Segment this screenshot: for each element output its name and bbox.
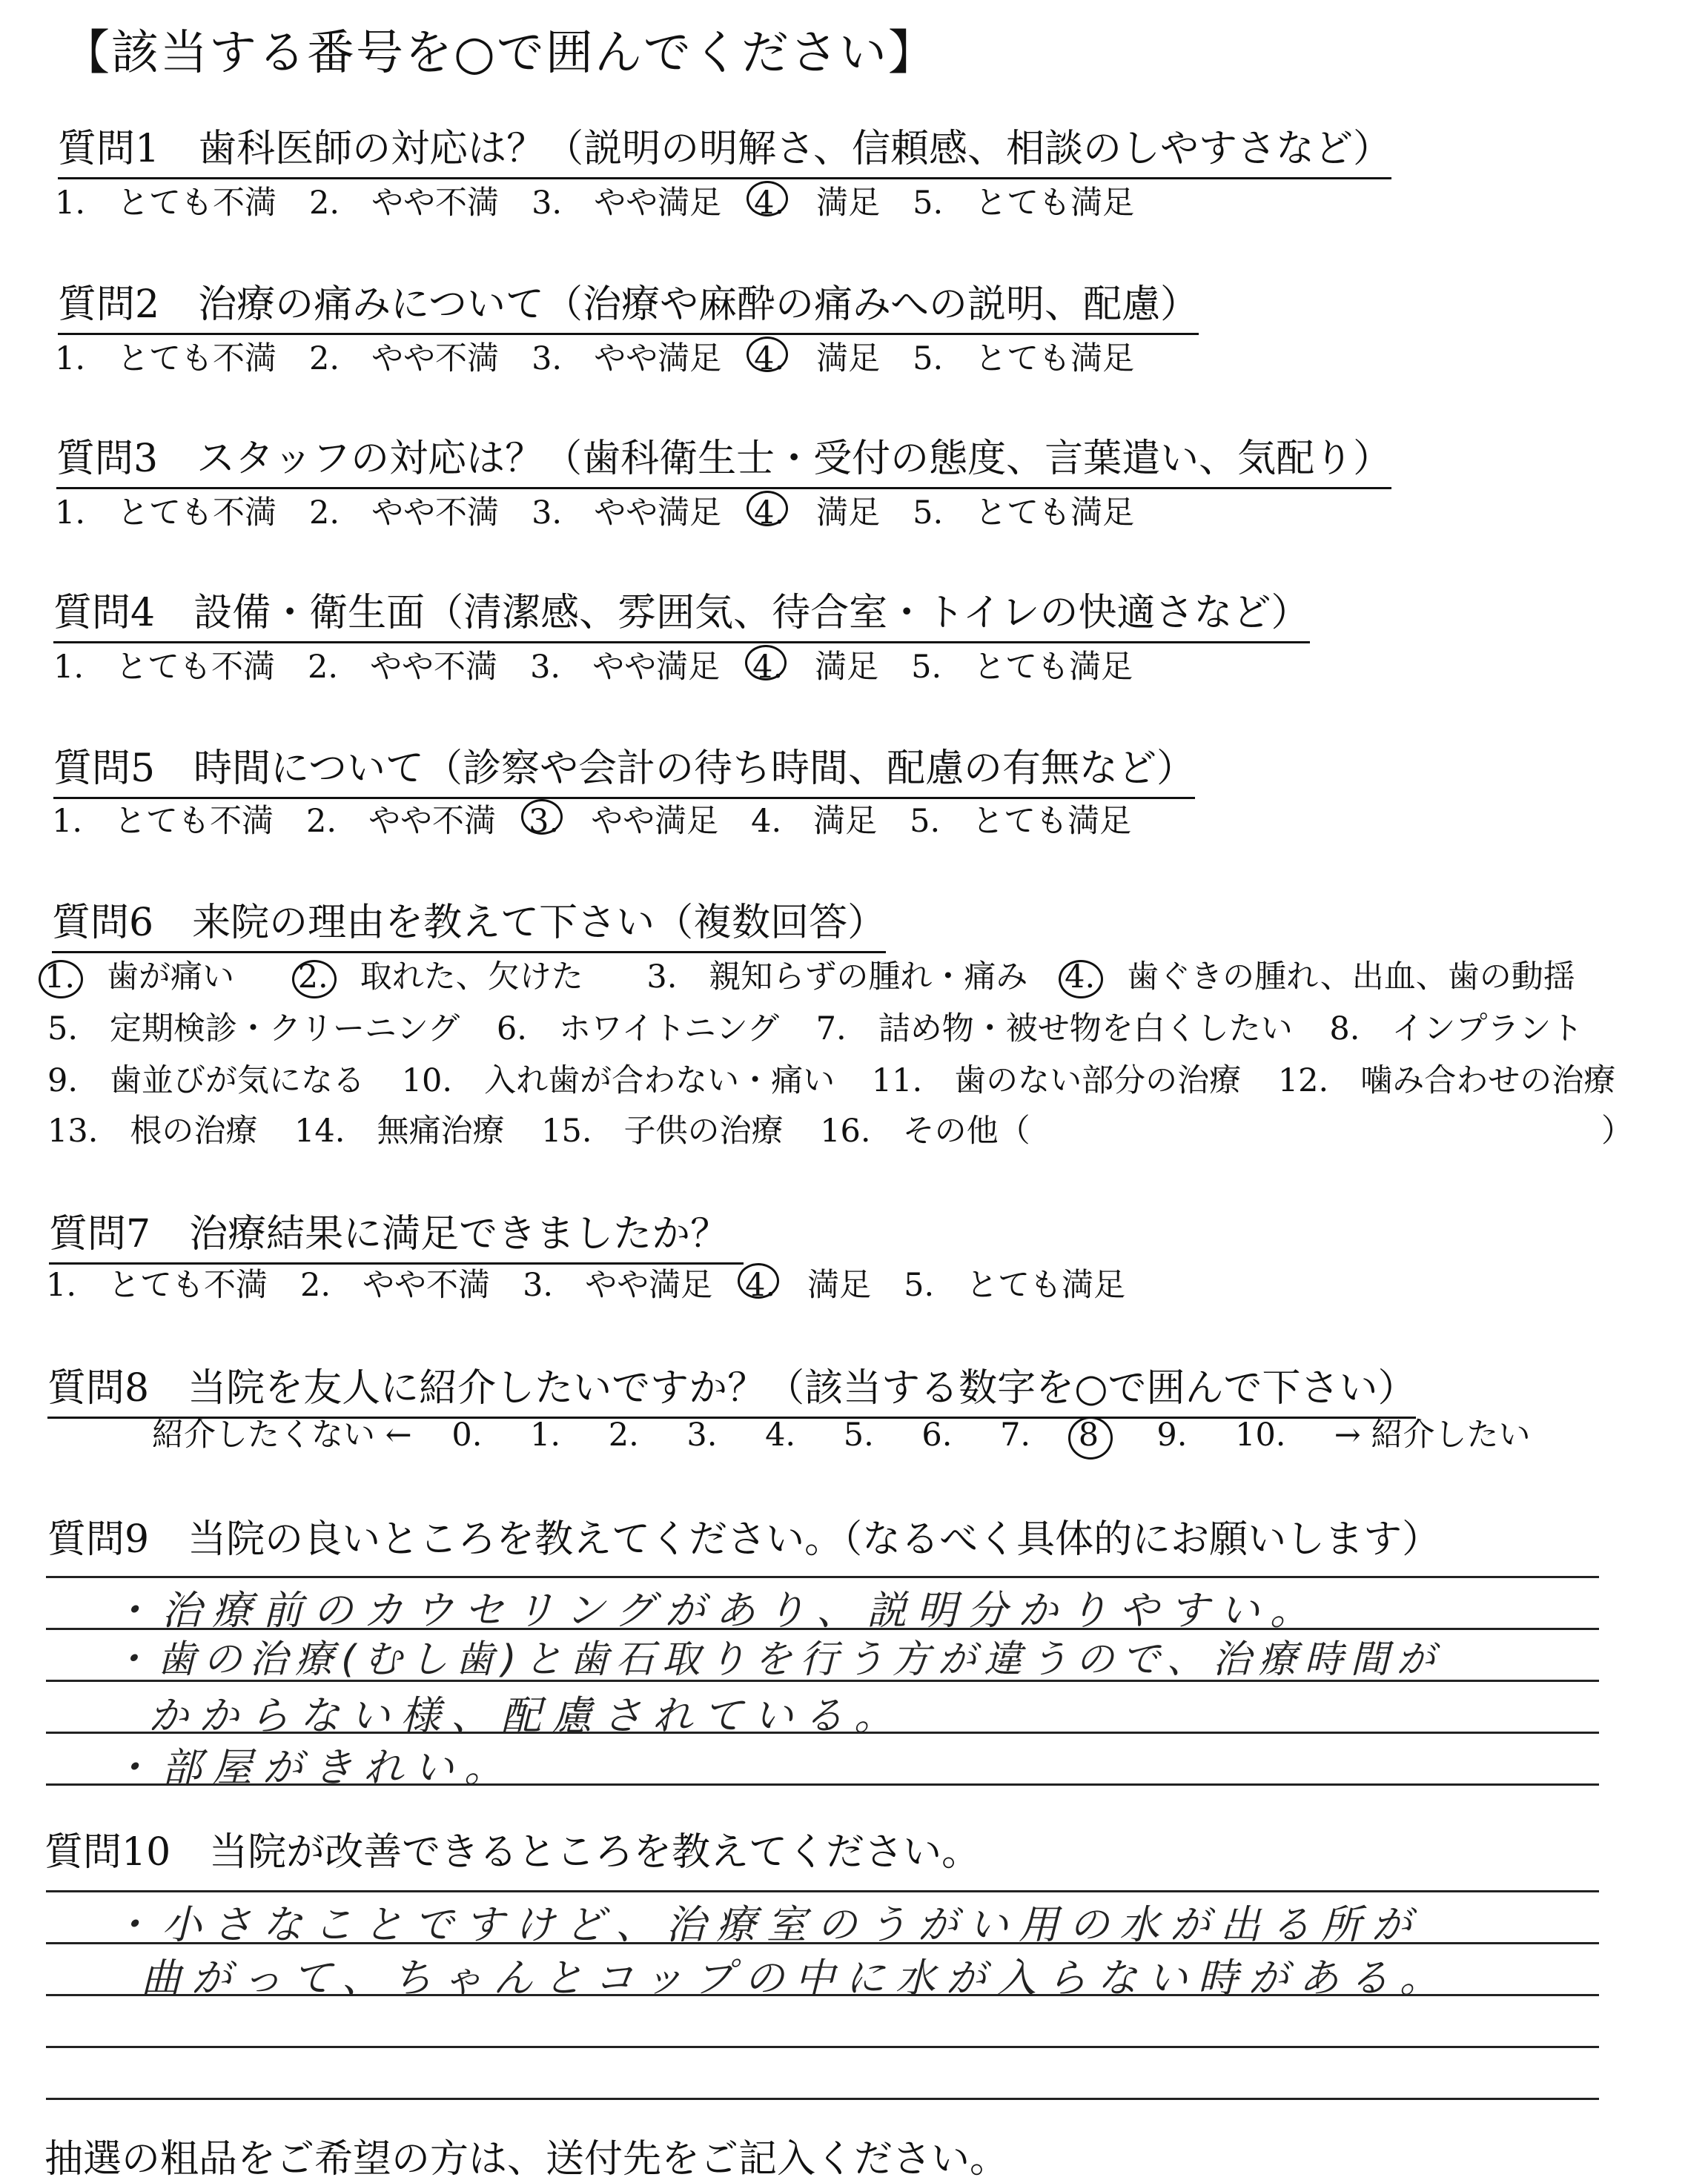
question-4-options — [53, 642, 1165, 687]
q6-other-close-paren: ） — [1601, 1113, 1633, 1150]
question-5 — [53, 737, 1195, 799]
q3-option-3[interactable]: 3. やや満足 — [532, 494, 722, 531]
selection-circle — [1059, 960, 1103, 998]
q1-option-5[interactable]: 5. とても満足 — [913, 185, 1135, 222]
question-3-label: 質問3 スタッフの対応は？（歯科衛生士・受付の態度、言葉遣い、気配り） — [56, 427, 1391, 489]
question-2-label: 質問2 治療の痛みについて（治療や麻酔の痛みへの説明、配慮） — [58, 273, 1199, 335]
question-3 — [56, 427, 1391, 489]
q4-option-5[interactable]: 5. とても満足 — [911, 649, 1133, 686]
question-4 — [53, 581, 1310, 643]
selection-circle — [745, 645, 787, 680]
question-1-options — [55, 178, 1167, 223]
scale-6[interactable]: 6. — [921, 1417, 953, 1454]
scale-7[interactable]: 7. — [1000, 1417, 1031, 1454]
q7-option-2[interactable]: 2. やや不満 — [300, 1267, 491, 1304]
q7-option-5[interactable]: 5. とても満足 — [904, 1267, 1126, 1304]
q6-option-3[interactable]: 3. 親知らずの腫れ・痛み — [646, 958, 1028, 996]
q1-option-3[interactable]: 3. やや満足 — [532, 185, 722, 222]
question-10-label: 質問10 当院が改善できるところを教えてください。 — [44, 1830, 981, 1875]
q2-option-5[interactable]: 5. とても満足 — [913, 340, 1135, 377]
q2-option-4[interactable]: 4. 満足 — [754, 334, 880, 379]
question-2 — [58, 273, 1199, 335]
scale-1[interactable]: 1. — [530, 1417, 561, 1454]
q5-option-5[interactable]: 5. とても満足 — [910, 803, 1132, 840]
q6-option-7[interactable]: 7. 詰め物・被せ物を白くしたい — [815, 1010, 1293, 1047]
q9-answer-line-1[interactable]: ・治療前のカウセリングがあり、説明分かりやすい。 — [111, 1587, 1320, 1634]
q8-scale — [152, 1410, 1530, 1455]
selection-circle — [747, 337, 788, 372]
question-7-label: 質問7 治療結果に満足できましたか？ — [49, 1202, 744, 1265]
scale-5[interactable]: 5. — [843, 1417, 874, 1454]
q3-option-5[interactable]: 5. とても満足 — [913, 494, 1135, 531]
q5-option-4[interactable]: 4. 満足 — [751, 803, 878, 840]
selection-circle — [747, 181, 788, 216]
q6-row-3 — [47, 1056, 1642, 1101]
q6-option-1[interactable]: 1. 歯が痛い — [44, 958, 261, 996]
q6-row-1 — [44, 952, 1629, 997]
scale-3[interactable]: 3. — [686, 1417, 718, 1454]
q6-option-13[interactable]: 13. 根の治療 — [47, 1113, 258, 1150]
q6-option-2[interactable]: 2. 取れた、欠けた — [298, 958, 610, 996]
question-5-options — [52, 796, 1164, 841]
selection-circle — [738, 1263, 779, 1299]
q7-option-4[interactable]: 4. 満足 — [745, 1260, 871, 1305]
question-4-label: 質問4 設備・衛生面（清潔感、雰囲気、待合室・トイレの快適さなど） — [53, 581, 1310, 643]
q6-option-4[interactable]: 4. 歯ぐきの腫れ、出血、歯の動揺 — [1065, 958, 1602, 996]
q6-option-11[interactable]: 11. 歯のない部分の治療 — [871, 1062, 1242, 1099]
q3-option-2[interactable]: 2. やや不満 — [309, 494, 500, 531]
q9-answer-line-2[interactable]: ・歯の治療(むし歯)と歯石取りを行う方が違うので、治療時間が — [111, 1637, 1443, 1682]
q1-option-4[interactable]: 4. 満足 — [754, 178, 880, 223]
q7-option-1[interactable]: 1. とても不満 — [46, 1267, 268, 1304]
q2-option-1[interactable]: 1. とても不満 — [55, 340, 277, 377]
q3-option-4[interactable]: 4. 満足 — [754, 488, 880, 533]
scale-8-selected[interactable]: 8 — [1079, 1417, 1147, 1454]
q3-option-1[interactable]: 1. とても不満 — [55, 494, 277, 531]
selection-circle — [39, 960, 83, 998]
q6-option-5[interactable]: 5. 定期検診・クリーニング — [47, 1010, 460, 1047]
q5-option-2[interactable]: 2. やや不満 — [306, 803, 497, 840]
question-8-label: 質問8 当院を友人に紹介したいですか？（該当する数字を○で囲んで下さい） — [47, 1356, 1416, 1419]
question-1 — [58, 117, 1391, 179]
selection-circle — [1068, 1417, 1113, 1460]
scale-4[interactable]: 4. — [765, 1417, 796, 1454]
question-3-options — [55, 488, 1167, 533]
answer-line — [46, 2046, 1599, 2048]
q6-option-6[interactable]: 6. ホワイトニング — [496, 1010, 779, 1047]
selection-circle — [521, 799, 563, 835]
q2-option-2[interactable]: 2. やや不満 — [309, 340, 500, 377]
q2-option-3[interactable]: 3. やや満足 — [532, 340, 722, 377]
q6-option-9[interactable]: 9. 歯並びが気になる — [47, 1062, 365, 1099]
q6-option-16[interactable]: 16. その他（ — [820, 1113, 1030, 1150]
page-title: 【該当する番号を○で囲んでください】 — [62, 26, 937, 81]
q10-answer-line-2[interactable]: 曲がって、ちゃんとコップの中に水が入らない時がある。 — [141, 1955, 1450, 2001]
q6-option-15[interactable]: 15. 子供の治療 — [541, 1113, 784, 1150]
scale-0[interactable]: 0. — [451, 1417, 483, 1454]
q4-option-4[interactable]: 4. 満足 — [752, 642, 878, 687]
q4-option-1[interactable]: 1. とても不満 — [53, 649, 276, 686]
q6-row-4 — [47, 1106, 1057, 1151]
scale-2[interactable]: 2. — [608, 1417, 639, 1454]
q7-option-3[interactable]: 3. やや満足 — [523, 1267, 713, 1304]
scale-9[interactable]: 9. — [1156, 1417, 1188, 1454]
question-2-options — [55, 334, 1167, 379]
q9-answer-line-4[interactable]: ・部屋がきれい。 — [111, 1744, 514, 1791]
q1-option-1[interactable]: 1. とても不満 — [55, 185, 277, 222]
question-7 — [49, 1202, 744, 1265]
q6-row-2 — [47, 1004, 1609, 1049]
q4-option-3[interactable]: 3. やや満足 — [530, 649, 721, 686]
q4-option-2[interactable]: 2. やや不満 — [308, 649, 498, 686]
selection-circle — [747, 491, 788, 526]
question-6 — [52, 891, 886, 953]
answer-line — [46, 2098, 1599, 2100]
q1-option-2[interactable]: 2. やや不満 — [309, 185, 500, 222]
q6-option-10[interactable]: 10. 入れ歯が合わない・痛い — [401, 1062, 835, 1099]
answer-line — [46, 1576, 1599, 1578]
question-7-options — [46, 1260, 1158, 1305]
answer-line — [46, 1890, 1599, 1892]
q5-option-1[interactable]: 1. とても不満 — [52, 803, 274, 840]
scale-left-label: 紹介したくない ← — [152, 1417, 412, 1454]
q6-option-8[interactable]: 8. インプラント — [1329, 1010, 1583, 1047]
raffle-address-note: 抽選の粗品をご希望の方は、送付先をご記入ください。 — [44, 2137, 1009, 2182]
scale-right-label: → 紹介したい — [1334, 1417, 1531, 1454]
question-6-label: 質問6 来院の理由を教えて下さい（複数回答） — [52, 891, 886, 953]
scale-10[interactable]: 10. — [1235, 1417, 1286, 1454]
q9-answer-line-3[interactable]: かからない様、配慮されている。 — [148, 1692, 904, 1739]
question-9-label: 質問9 当院の良いところを教えてください。（なるべく具体的にお願いします） — [47, 1517, 1441, 1562]
q6-option-12[interactable]: 12. 噛み合わせの治療 — [1277, 1062, 1616, 1099]
question-5-label: 質問5 時間について（診察や会計の待ち時間、配慮の有無など） — [53, 737, 1195, 799]
q5-option-3[interactable]: 3. やや満足 — [529, 796, 718, 841]
selection-circle — [292, 960, 337, 998]
question-1-label: 質問1 歯科医師の対応は？（説明の明解さ、信頼感、相談のしやすさなど） — [58, 117, 1391, 179]
q10-answer-line-1[interactable]: ・小さなことですけど、治療室のうがい用の水が出る所が — [111, 1901, 1422, 1948]
q6-option-14[interactable]: 14. 無痛治療 — [294, 1113, 505, 1150]
